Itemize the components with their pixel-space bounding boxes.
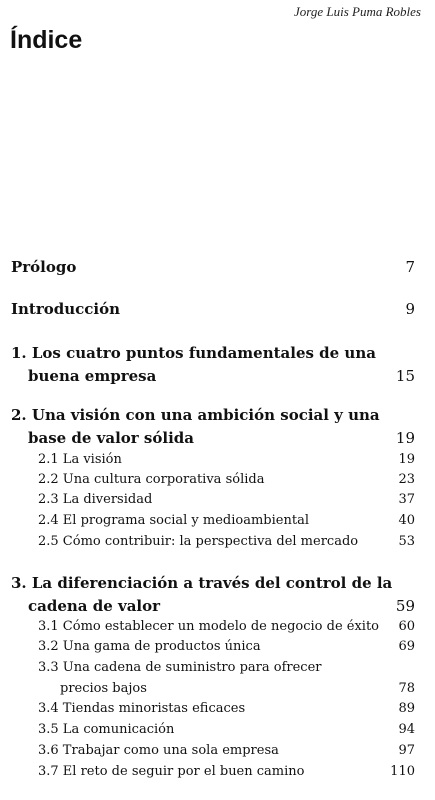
toc-section-page: 97 <box>398 743 415 758</box>
toc-section-title: 3.1 Cómo establecer un modelo de negocio de éxito <box>38 619 380 634</box>
toc-section-title: 2.2 Una cultura corporativa sólida <box>38 472 265 487</box>
toc-section-title: 3.4 Tiendas minoristas eficaces <box>38 701 246 716</box>
toc-chapter-title-line2: buena empresa <box>28 367 157 385</box>
toc-chapter-page: 15 <box>395 367 415 385</box>
toc-section-page: 40 <box>398 513 415 528</box>
toc-chapter-page: 59 <box>395 597 415 615</box>
toc-section-title: 3.3 Una cadena de suministro para ofrecer <box>38 660 322 675</box>
running-header-author: Jorge Luis Puma Robles <box>294 4 421 19</box>
toc-section-title: 2.3 La diversidad <box>38 492 153 507</box>
toc-section-page: 19 <box>398 452 415 467</box>
toc-section-title: 2.4 El programa social y medioambiental <box>38 513 309 528</box>
toc-section-title: 3.6 Trabajar como una sola empresa <box>38 743 279 758</box>
toc-chapter-page: 19 <box>395 429 415 447</box>
toc-section-page: 37 <box>398 492 415 507</box>
toc-chapter-title-line2: cadena de valor <box>28 597 161 615</box>
toc-chapter-title-line1: 3. La diferenciación a través del control de la <box>11 574 393 592</box>
toc-entry-page: 7 <box>405 258 415 276</box>
toc-entry-title: Prólogo <box>11 258 77 276</box>
toc-section-page: 23 <box>398 472 415 487</box>
toc-section-title-line2: precios bajos <box>60 681 147 696</box>
toc-section-page: 94 <box>398 722 415 737</box>
toc-entry-page: 9 <box>405 300 415 318</box>
toc-section-page: 89 <box>398 701 415 716</box>
toc-chapter-title-line1: 2. Una visión con una ambición social y una <box>11 406 380 424</box>
toc-section-title: 3.5 La comunicación <box>38 722 175 737</box>
toc-section-page: 53 <box>398 534 415 549</box>
toc-section-title: 3.2 Una gama de productos única <box>38 639 261 654</box>
toc-section-title: 2.1 La visión <box>38 452 122 467</box>
toc-section-title: 2.5 Cómo contribuir: la perspectiva del mercado <box>38 534 359 549</box>
toc-section-title: 3.7 El reto de seguir por el buen camino <box>38 764 305 779</box>
page-title: Índice <box>10 26 83 54</box>
toc-entry-title: Introducción <box>11 300 121 318</box>
toc-chapter-title-line1: 1. Los cuatro puntos fundamentales de una <box>11 344 376 362</box>
toc-chapter-title-line2: base de valor sólida <box>28 429 194 447</box>
toc-section-page: 69 <box>398 639 415 654</box>
toc-section-page: 110 <box>390 764 415 779</box>
toc-section-page: 78 <box>398 681 415 696</box>
toc-section-page: 60 <box>398 619 415 634</box>
